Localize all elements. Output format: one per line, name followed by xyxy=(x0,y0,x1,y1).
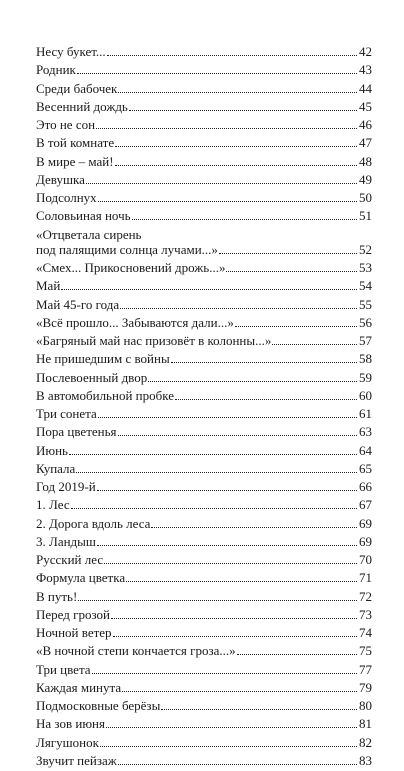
dot-leader xyxy=(120,297,357,309)
toc-entry-title: Год 2019-й xyxy=(36,479,96,494)
toc-entry-page-number: 67 xyxy=(359,497,372,513)
dot-leader xyxy=(92,662,357,674)
dot-leader xyxy=(71,497,357,509)
toc-entry[interactable] xyxy=(36,208,372,226)
toc-entry-row xyxy=(36,315,372,330)
toc-entry-title: Купала xyxy=(36,460,76,476)
toc-entry-title: Подмосковные берёзы xyxy=(36,698,161,713)
toc-entry-page-number: 43 xyxy=(359,62,372,78)
toc-entry-page-number: 73 xyxy=(359,606,372,622)
dot-leader xyxy=(115,135,357,147)
toc-entry-row xyxy=(36,117,372,132)
toc-entry[interactable] xyxy=(36,607,372,625)
toc-entry-row xyxy=(36,278,372,293)
toc-entry-page-number: 55 xyxy=(359,296,372,312)
toc-entry[interactable] xyxy=(36,552,372,570)
toc-entry-title: 3. Ландыш xyxy=(36,533,96,549)
toc-entry-row xyxy=(36,406,372,421)
toc-entry-row xyxy=(36,172,372,187)
toc-entry-row xyxy=(36,135,372,150)
dot-leader xyxy=(100,735,357,747)
toc-entry[interactable] xyxy=(36,297,372,315)
toc-entry-page-number: 49 xyxy=(359,171,372,187)
toc-entry-title: В автомобильной пробке xyxy=(36,387,174,403)
toc-entry-page-number: 65 xyxy=(359,460,372,476)
toc-entry-page-number: 52 xyxy=(359,242,372,257)
toc-entry[interactable] xyxy=(36,424,372,442)
toc-entry-page-number: 50 xyxy=(359,190,372,205)
toc-entry-page-number: 69 xyxy=(359,533,372,549)
toc-entry-page-number: 61 xyxy=(359,406,372,421)
toc-entry-page-number: 71 xyxy=(359,570,372,586)
toc-entry-row xyxy=(36,552,372,567)
toc-entry-page-number: 70 xyxy=(359,552,372,567)
dot-leader xyxy=(77,62,357,74)
toc-entry-title: На зов июня xyxy=(36,716,105,732)
toc-entry-row xyxy=(36,44,372,59)
dot-leader xyxy=(98,406,357,418)
toc-entry-page-number: 72 xyxy=(359,588,372,604)
toc-entry-page-number: 64 xyxy=(359,442,372,458)
toc-entry[interactable] xyxy=(36,662,372,680)
toc-entry-row xyxy=(36,370,372,385)
toc-entry-row xyxy=(36,461,372,476)
toc-entry-title: В мире – май! xyxy=(36,153,114,169)
dot-leader xyxy=(129,99,357,111)
dot-leader xyxy=(97,479,357,491)
dot-leader xyxy=(111,607,357,619)
toc-entry-row xyxy=(36,716,372,731)
dot-leader xyxy=(132,208,357,220)
toc-entry-page-number: 46 xyxy=(359,117,372,132)
toc-entry-page-number: 58 xyxy=(359,351,372,367)
toc-entry-page-number: 63 xyxy=(359,424,372,440)
dot-leader xyxy=(97,534,357,546)
toc-entry-row xyxy=(36,607,372,622)
toc-entry[interactable] xyxy=(36,643,372,661)
toc-entry-row xyxy=(36,643,372,658)
toc-entry-page-number: 75 xyxy=(359,643,372,659)
toc-entry-title: Родник xyxy=(36,62,76,78)
toc-entry[interactable] xyxy=(36,570,372,588)
dot-leader xyxy=(235,315,357,327)
toc-entry-title: Весенний дождь xyxy=(36,98,128,114)
dot-leader xyxy=(113,625,357,637)
toc-entry-page-number: 60 xyxy=(359,387,372,403)
toc-entry-title: Июнь xyxy=(36,442,68,458)
toc-entry[interactable] xyxy=(36,351,372,369)
toc-entry-title: Несу букет... xyxy=(36,44,106,59)
toc-entry-row xyxy=(36,589,372,604)
toc-entry[interactable] xyxy=(36,534,372,552)
toc-entry-row xyxy=(36,388,372,403)
toc-entry[interactable] xyxy=(36,497,372,515)
toc-entry-row xyxy=(36,516,372,531)
dot-leader xyxy=(98,190,357,202)
toc-entry-page-number: 74 xyxy=(359,625,372,640)
dot-leader xyxy=(69,443,357,455)
toc-entry-page-number: 54 xyxy=(359,278,372,294)
toc-entry-page-number: 69 xyxy=(359,515,372,531)
dot-leader xyxy=(106,716,357,728)
toc-entry-page-number: 79 xyxy=(359,679,372,695)
toc-entry[interactable] xyxy=(36,735,372,753)
toc-entry[interactable] xyxy=(36,753,372,771)
toc-entry-page-number: 56 xyxy=(359,314,372,330)
toc-entry-row xyxy=(36,99,372,114)
dot-leader xyxy=(76,461,357,473)
toc-entry-row xyxy=(36,443,372,458)
toc-entry[interactable] xyxy=(36,44,372,62)
table-of-contents xyxy=(36,44,372,771)
toc-entry-title: Перед грозой xyxy=(36,606,110,622)
dot-leader xyxy=(86,172,357,184)
toc-entry-title: Каждая минута xyxy=(36,679,122,695)
toc-entry-row xyxy=(36,497,372,512)
toc-entry-page-number: 47 xyxy=(359,135,372,151)
toc-entry-row xyxy=(36,62,372,77)
toc-entry-row xyxy=(36,333,372,348)
toc-entry-row xyxy=(36,260,372,275)
toc-entry-row xyxy=(36,351,372,366)
toc-entry-page-number: 57 xyxy=(359,333,372,348)
toc-entry-title: Это не сон xyxy=(36,117,96,132)
toc-entry[interactable] xyxy=(36,370,372,388)
toc-entry[interactable] xyxy=(36,589,372,607)
toc-entry-title: Лягушонок xyxy=(36,734,99,750)
dot-leader xyxy=(226,260,357,272)
toc-entry-page-number: 51 xyxy=(359,208,372,224)
toc-entry-title: Пора цветенья xyxy=(36,424,117,440)
dot-leader xyxy=(78,589,357,601)
toc-entry-row xyxy=(36,662,372,677)
dot-leader xyxy=(175,388,357,400)
toc-entry-page-number: 80 xyxy=(359,698,372,713)
toc-entry-title: Не пришедшим с войны xyxy=(36,351,170,367)
dot-leader xyxy=(104,552,357,564)
toc-entry-row xyxy=(36,208,372,223)
toc-entry-page-number: 42 xyxy=(359,44,372,59)
toc-entry-title: Три цвета xyxy=(36,661,91,677)
toc-entry-row xyxy=(36,297,372,312)
toc-entry-row xyxy=(36,680,372,695)
dot-leader xyxy=(126,570,357,582)
toc-entry-title: 2. Дорога вдоль леса xyxy=(36,515,151,531)
toc-entry-row xyxy=(36,479,372,494)
dot-leader xyxy=(96,117,357,129)
toc-entry-title: 1. Лес xyxy=(36,497,70,513)
toc-entry-row xyxy=(36,81,372,96)
toc-entry[interactable] xyxy=(36,680,372,698)
toc-entry-page-number: 77 xyxy=(359,661,372,677)
dot-leader xyxy=(171,351,357,363)
toc-entry-title: Подсолнух xyxy=(36,190,97,205)
dot-leader xyxy=(122,680,357,692)
toc-entry-row xyxy=(36,625,372,640)
toc-entry-page-number: 83 xyxy=(359,752,372,768)
toc-entry[interactable] xyxy=(36,716,372,734)
dot-leader xyxy=(115,154,357,166)
toc-entry[interactable] xyxy=(36,479,372,497)
toc-entry[interactable] xyxy=(36,154,372,172)
dot-leader xyxy=(107,44,357,56)
toc-entry[interactable] xyxy=(36,99,372,117)
toc-entry-row xyxy=(36,534,372,549)
toc-entry-title: В той комнате xyxy=(36,135,115,151)
toc-entry[interactable] xyxy=(36,227,372,261)
toc-entry-title-line: «Отцветала сирень xyxy=(36,226,142,242)
toc-entry[interactable] xyxy=(36,81,372,99)
toc-entry[interactable] xyxy=(36,278,372,296)
dot-leader xyxy=(237,643,357,655)
toc-entry-page-number: 44 xyxy=(359,80,372,96)
toc-entry[interactable] xyxy=(36,443,372,461)
toc-entry[interactable] xyxy=(36,117,372,135)
dot-leader xyxy=(118,753,357,765)
toc-entry[interactable] xyxy=(36,62,372,80)
toc-entry-row xyxy=(36,154,372,169)
dot-leader xyxy=(272,333,357,345)
toc-entry[interactable] xyxy=(36,461,372,479)
toc-entry-title: под палящими солнца лучами...» xyxy=(36,242,218,257)
toc-entry-title: Среди бабочек xyxy=(36,80,118,96)
toc-entry-title: Три сонета xyxy=(36,406,97,421)
toc-entry-title: Май xyxy=(36,278,61,294)
toc-entry-page-number: 81 xyxy=(359,716,372,732)
toc-entry-title: «Багряный май нас призовёт в колонны...» xyxy=(36,333,272,348)
toc-entry[interactable] xyxy=(36,406,372,424)
dot-leader xyxy=(151,516,357,528)
toc-entry-title: «В ночной степи кончается гроза...» xyxy=(36,643,236,659)
toc-entry-row xyxy=(36,242,372,257)
toc-entry-title: Русский лес xyxy=(36,552,104,567)
toc-entry-title: Девушка xyxy=(36,171,85,187)
toc-entry-title: Ночной ветер xyxy=(36,625,112,640)
toc-entry-title: Соловьиная ночь xyxy=(36,208,131,224)
toc-entry-row xyxy=(36,735,372,750)
toc-entry-row xyxy=(36,190,372,205)
toc-entry-page-number: 53 xyxy=(359,260,372,275)
dot-leader xyxy=(61,278,357,290)
dot-leader xyxy=(219,242,357,254)
toc-entry[interactable] xyxy=(36,260,372,278)
toc-entry-title: Звучит пейзаж xyxy=(36,752,117,768)
toc-entry-page-number: 59 xyxy=(359,369,372,385)
toc-entry[interactable] xyxy=(36,698,372,716)
dot-leader xyxy=(118,81,357,93)
toc-entry-title: «Смех... Прикосновений дрожь...» xyxy=(36,260,226,275)
toc-entry[interactable] xyxy=(36,333,372,351)
toc-entry-title: Послевоенный двор xyxy=(36,369,148,385)
toc-entry-page-number: 48 xyxy=(359,153,372,169)
toc-entry-title: Формула цветка xyxy=(36,570,126,586)
toc-entry-row xyxy=(36,698,372,713)
toc-entry[interactable] xyxy=(36,315,372,333)
toc-entry[interactable] xyxy=(36,625,372,643)
toc-entry-page-number: 66 xyxy=(359,479,372,494)
toc-entry[interactable] xyxy=(36,516,372,534)
toc-entry-title: «Всё прошло... Забываются дали...» xyxy=(36,314,234,330)
toc-entry-row xyxy=(36,424,372,439)
toc-entry[interactable] xyxy=(36,190,372,208)
dot-leader xyxy=(148,370,357,382)
toc-entry-row xyxy=(36,570,372,585)
toc-entry[interactable] xyxy=(36,172,372,190)
toc-entry-title: В путь! xyxy=(36,588,78,604)
toc-entry[interactable] xyxy=(36,135,372,153)
toc-entry-page-number: 45 xyxy=(359,98,372,114)
toc-entry-title: Май 45-го года xyxy=(36,296,120,312)
toc-entry[interactable] xyxy=(36,388,372,406)
toc-entry-page-number: 82 xyxy=(359,734,372,750)
dot-leader xyxy=(161,698,357,710)
dot-leader xyxy=(118,424,357,436)
toc-entry-row xyxy=(36,753,372,768)
